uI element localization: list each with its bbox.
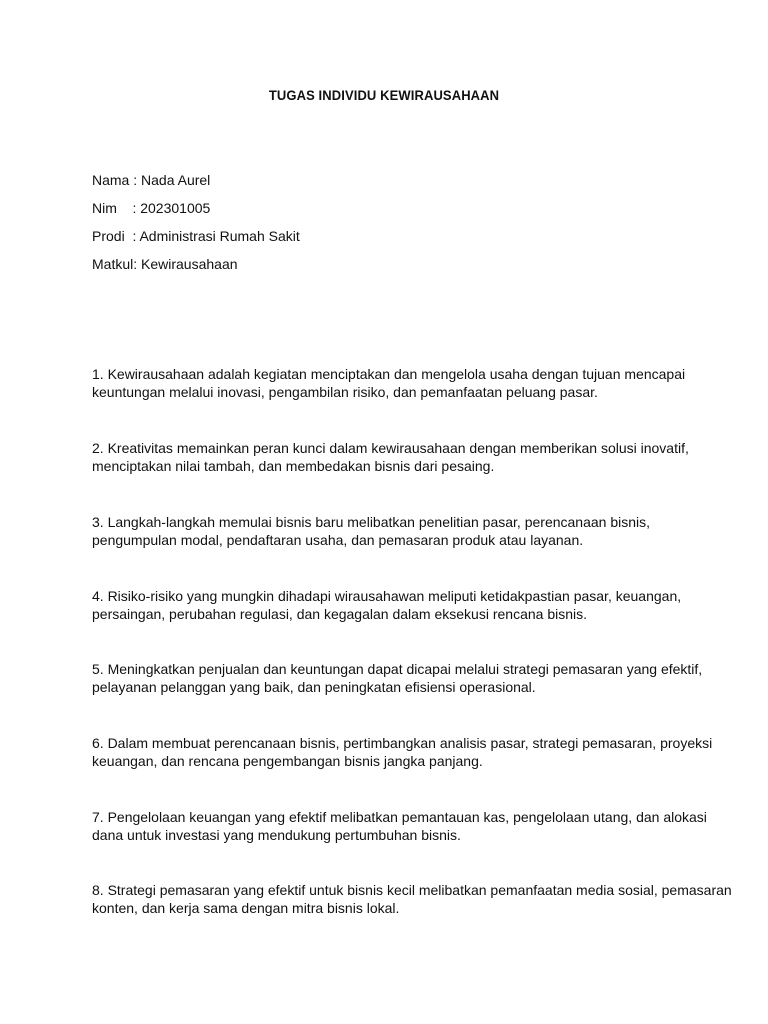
answer-line: keuntungan melalui inovasi, pengambilan risiko, dan pemanfaatan peluang pasar. (92, 384, 598, 400)
answer-item-4 (92, 587, 692, 623)
answer-item-1 (92, 365, 692, 401)
answer-item-5 (92, 660, 703, 696)
info-nim: Nim : 202301005 (92, 200, 211, 216)
answer-line: keuangan, dan rencana pengembangan bisnis jangka panjang. (92, 753, 483, 769)
answer-line: 7. Pengelolaan keuangan yang efektif melibatkan pemantauan kas, pengelolaan utang, dan alokasi (92, 809, 707, 825)
answer-line: 3. Langkah-langkah memulai bisnis baru melibatkan penelitian pasar, perencanaan bisnis, (92, 514, 651, 530)
answer-line: 2. Kreativitas memainkan peran kunci dalam kewirausahaan dengan memberikan solusi inovatif, (92, 440, 689, 456)
answer-line: dana untuk investasi yang mendukung pertumbuhan bisnis. (92, 827, 461, 843)
answer-item-3 (92, 513, 692, 549)
answer-line: 8. Strategi pemasaran yang efektif untuk bisnis kecil melibatkan pemanfaatan media sosial, pemasaran (92, 882, 732, 898)
answer-line: pelayanan pelanggan yang baik, dan peningkatan efisiensi operasional. (92, 679, 536, 695)
info-nama: Nama : Nada Aurel (92, 172, 211, 188)
answer-line: 4. Risiko-risiko yang mungkin dihadapi wirausahawan meliputi ketidakpastian pasar, keuangan, (92, 588, 682, 604)
answer-line: 6. Dalam membuat perencanaan bisnis, pertimbangkan analisis pasar, strategi pemasaran, proyeksi (92, 735, 713, 751)
answer-line: menciptakan nilai tambah, dan membedakan bisnis dari pesaing. (92, 458, 495, 474)
answer-item-2 (92, 439, 692, 475)
answer-line: pengumpulan modal, pendaftaran usaha, dan pemasaran produk atau layanan. (92, 532, 584, 548)
answer-line: 5. Meningkatkan penjualan dan keuntungan dapat dicapai melalui strategi pemasaran yang efektif, (92, 661, 703, 677)
answer-line: persaingan, perubahan regulasi, dan kegagalan dalam eksekusi rencana bisnis. (92, 606, 587, 622)
answer-item-6 (92, 734, 713, 770)
answer-item-7 (92, 808, 707, 844)
info-prodi: Prodi : Administrasi Rumah Sakit (92, 228, 300, 244)
info-matkul: Matkul: Kewirausahaan (92, 256, 238, 272)
answer-item-8 (92, 881, 732, 917)
document-title: TUGAS INDIVIDU KEWIRAUSAHAAN (268, 87, 500, 104)
answer-line: konten, dan kerja sama dengan mitra bisnis lokal. (92, 900, 400, 916)
answer-line: 1. Kewirausahaan adalah kegiatan menciptakan dan mengelola usaha dengan tujuan mencapai (92, 366, 686, 382)
